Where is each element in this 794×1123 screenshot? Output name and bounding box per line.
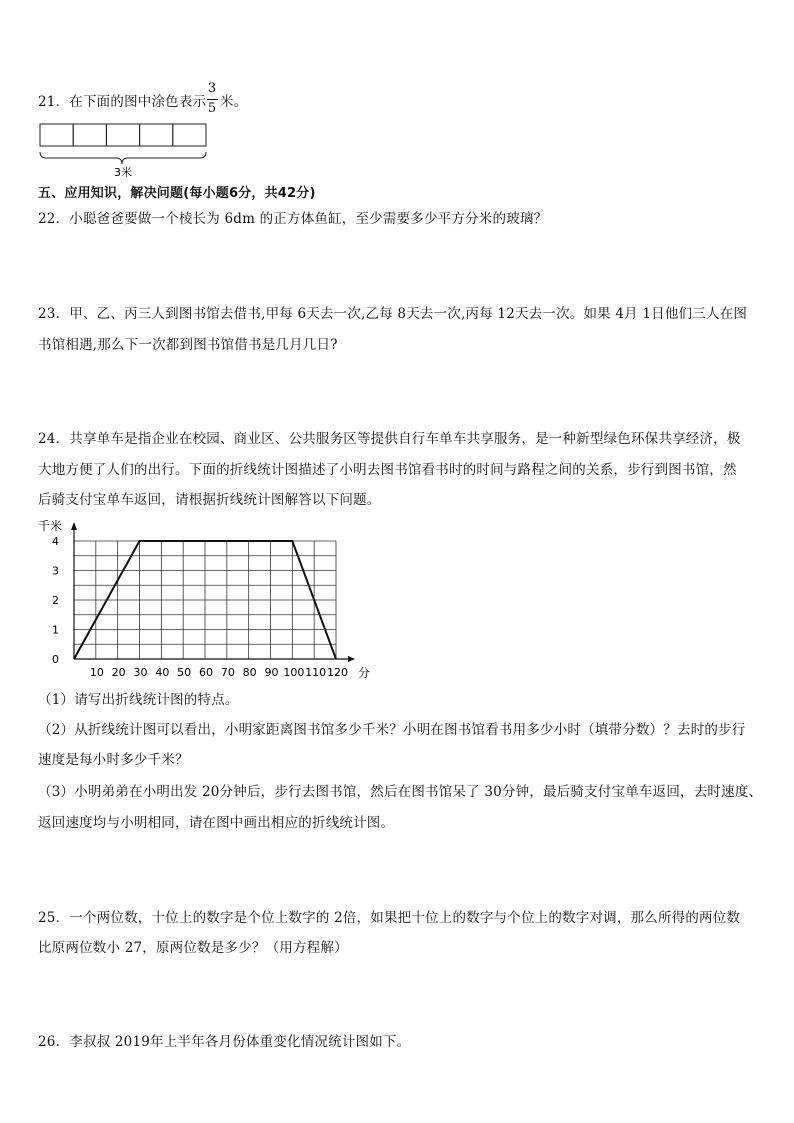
section5-heading: 五、应用知识，解决问题(每小题6分，共42分)	[38, 186, 316, 201]
y-axis-arrow	[71, 522, 77, 530]
x-axis-arrow	[348, 656, 355, 662]
y-tick-label: 0	[52, 653, 59, 666]
q22-text: 22．小聪爸爸要做一个棱长为 6dm 的正方体鱼缸，至少需要多少平方分米的玻璃？	[38, 211, 548, 227]
q21-bar-cell	[140, 124, 173, 146]
q24-sub1: （1）请写出折线统计图的特点。	[38, 692, 239, 708]
q24-sub2-line2: 速度是每小时多少千米？	[38, 752, 189, 768]
y-tick-label: 3	[52, 564, 59, 578]
q21-text	[38, 90, 206, 110]
q21-bar-label: 3米	[114, 166, 132, 179]
q23-line1: 23．甲、乙、丙三人到图书馆去借书,甲每 6天去一次,乙每 8天去一次,丙每 12天去一次。如果 4月 1日他们三人在图	[38, 306, 748, 322]
x-tick-label: 90	[264, 666, 279, 679]
q26-text: 26．李叔叔 2019年上半年各月份体重变化情况统计图如下。	[38, 1034, 411, 1050]
y-tick-label: 2	[52, 594, 59, 607]
q24-line3: 后骑支付宝单车返回，请根据折线统计图解答以下问题。	[38, 492, 381, 508]
q21-fraction-bar	[207, 99, 218, 100]
q24-sub3-line1: （3）小明弟弟在小明出发 20分钟后，步行去图书馆，然后在图书馆呆了 30分钟，最后骑支付宝单车返回，去时速度、	[38, 784, 763, 800]
y-tick-label: 4	[52, 535, 59, 548]
x-tick-label: 70	[220, 666, 235, 679]
q25-line1: 25．一个两位数，十位上的数字是个位上数字的 2倍，如果把十位上的数字与个位上的数字对调，那么所得的两位数	[38, 910, 741, 926]
x-tick-label: 60	[199, 666, 213, 679]
x-tick-label: 30	[133, 666, 148, 679]
q24-line1: 24．共享单车是指企业在校园、商业区、公共服务区等提供自行车单车共享服务，是一种新型绿色环保共享经济，极	[38, 431, 741, 447]
q21-bar-diagram	[36, 120, 216, 180]
x-tick-label: 80	[242, 666, 257, 679]
q25-line2: 比原两位数小 27，原两位数是多少？（用方程解）	[38, 940, 348, 956]
chart-grid	[74, 541, 336, 659]
q21-prefix: 21．在下面的图中涂色表示	[38, 94, 207, 110]
distance-time-line-chart	[36, 516, 376, 681]
q23-line2: 书馆相遇,那么下一次都到图书馆借书是几月几日?	[38, 337, 338, 353]
y-tick-label: 1	[52, 623, 59, 637]
x-axis-label: 分	[358, 666, 371, 680]
x-tick-label: 10	[89, 666, 104, 679]
q21-fraction-denominator: 5	[207, 101, 217, 116]
x-tick-label: 110	[305, 666, 327, 679]
q24-sub2-line1: （2）从折线统计图可以看出，小明家距离图书馆多少千米？小明在图书馆看书用多少小时（填带分数）？去时的步行	[38, 722, 746, 738]
x-tick-label: 40	[155, 666, 170, 679]
x-tick-label: 50	[177, 666, 192, 679]
q21-bar-cell	[40, 124, 73, 146]
q21-bar-cell	[73, 124, 106, 146]
q21-fraction-numerator: 3	[207, 81, 217, 96]
x-tick-label: 120	[327, 666, 348, 679]
q21-suffix: 米。	[220, 94, 248, 110]
q24-sub3-line2: 返回速度均与小明相同，请在图中画出相应的折线统计图。	[38, 815, 395, 831]
q21-bar-cell	[173, 124, 206, 146]
x-tick-label: 100	[283, 666, 305, 679]
q21-bar-cell	[106, 124, 139, 146]
q21-brace	[40, 152, 206, 164]
y-axis-label: 千米	[38, 519, 63, 533]
x-tick-label: 20	[111, 666, 126, 679]
q24-line2: 大地方便了人们的出行。下面的折线统计图描述了小明去图书馆看书时的时间与路程之间的关系，步行到图书馆，然	[38, 462, 737, 478]
